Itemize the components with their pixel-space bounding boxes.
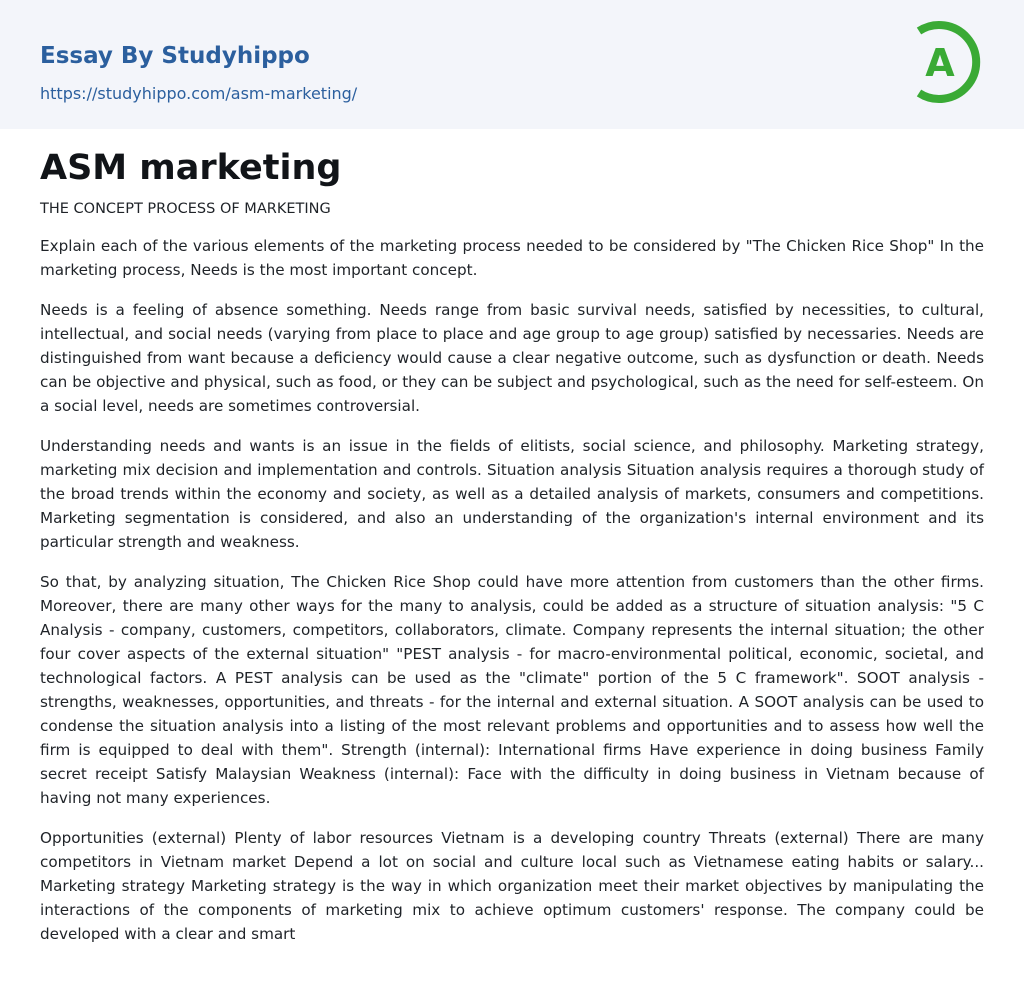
studyhippo-logo-icon[interactable] (910, 18, 988, 106)
essay-url-link[interactable]: https://studyhippo.com/asm-marketing/ (40, 84, 358, 103)
brand-title[interactable]: Essay By Studyhippo (40, 43, 310, 69)
essay-subtitle: THE CONCEPT PROCESS OF MARKETING (40, 201, 331, 217)
paragraph-1: Explain each of the various elements of the marketing process needed to be considered by "The Chicken Rice Shop" In the marketing process, Needs is the most important concept. (40, 237, 984, 279)
paragraph-2: Needs is a feeling of absence something. Needs range from basic survival needs, satisfied by necessities, to cultural, intellectual, and social needs (varying from place to place and age group to age group) satisfied by necessaries. Needs are distinguished from want because a deficiency would cause a clear negative outcome, such as dysfunction or death. Needs can be objective and physical, such as food, or they can be subject and psychological, such as the need for self-esteem. On a social level, needs are sometimes controversial. (40, 301, 984, 415)
paragraph-4: So that, by analyzing situation, The Chicken Rice Shop could have more attention from customers than the other firms. Moreover, there are many other ways for the many to analysis, could be added as a structure of situation analysis: "5 C Analysis - company, customers, competitors, collaborators, climate. Company represents the internal situation; the other four cover aspects of the external situation" "PEST analysis - for macro-environmental political, economic, societal, and technological factors. A PEST analysis can be used as the "climate" portion of the 5 C framework". SOOT analysis - strengths, weaknesses, opportunities, and threats - for the internal and external situation. A SOOT analysis can be used to condense the situation analysis into a listing of the most relevant problems and opportunities and to assess how well the firm is equipped to deal with them". Strength (internal): International firms Have experience in doing business Family secret receipt Satisfy Malaysian Weakness (internal): Face with the difficulty in doing business in Vietnam because of having not many experiences. (40, 573, 984, 807)
paragraph-5: Opportunities (external) Plenty of labor resources Vietnam is a developing country Threats (external) There are many competitors in Vietnam market Depend a lot on social and culture local such as Vietnamese eating habits or salary... Marketing strategy Marketing strategy is the way in which organization meet their market objectives by manipulating the interactions of the components of marketing mix to achieve optimum customers' response. The company could be developed with a clear and smart (40, 829, 984, 943)
essay-content (40, 146, 984, 946)
logo-letter: A (925, 41, 955, 85)
paragraph-3: Understanding needs and wants is an issue in the fields of elitists, social science, and philosophy. Marketing strategy, marketing mix decision and implementation and controls. Situation analysis Situation analysis requires a thorough study of the broad trends within the economy and society, as well as a detailed analysis of markets, consumers and competitions. Marketing segmentation is considered, and also an understanding of the organization's internal environment and its particular strength and weakness. (40, 437, 984, 551)
page-title: ASM marketing (40, 148, 342, 188)
site-header (0, 0, 1024, 129)
